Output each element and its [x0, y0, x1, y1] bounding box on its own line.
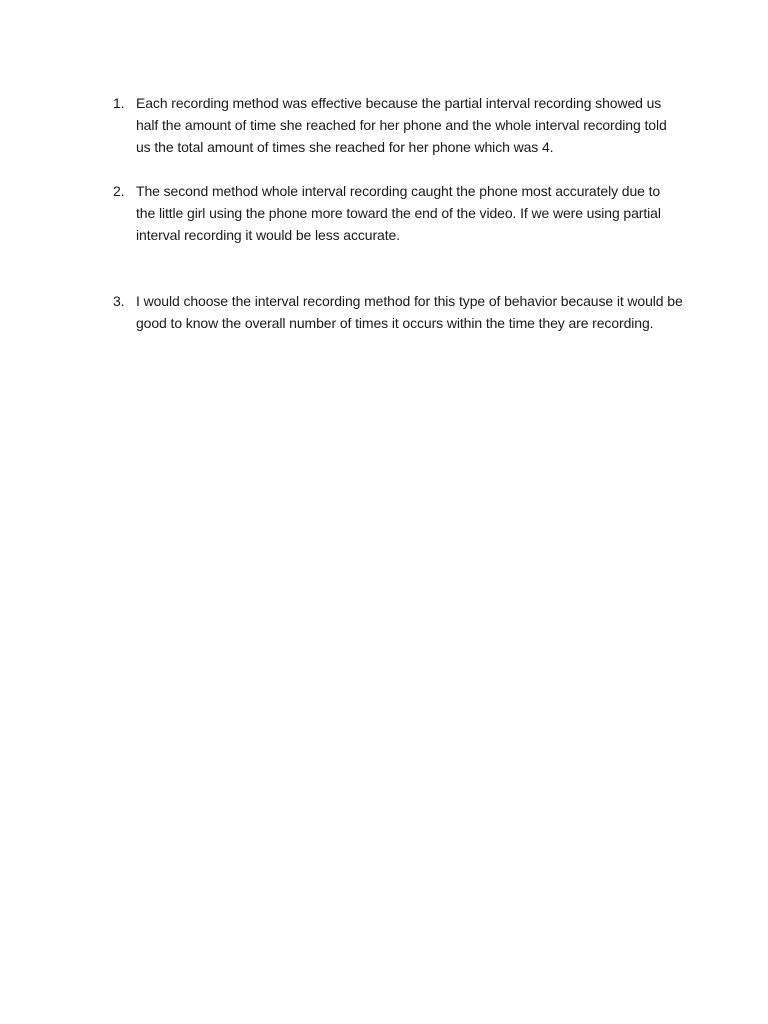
item-text: I would choose the interval recording method for this type of behavior because it would be good to know the overall number of times it occurs within the time they are recording.: [136, 293, 683, 331]
answer-list: [113, 92, 683, 334]
item-number: 1.: [113, 95, 125, 111]
item-number: 2.: [113, 183, 125, 199]
answer-item-3: [113, 290, 683, 334]
item-text: The second method whole interval recording caught the phone most accurately due to the little girl using the phone more toward the end of the video. If we were using partial interval recording it would be less accurate.: [136, 183, 661, 243]
answer-item-2: [113, 180, 683, 246]
item-text: Each recording method was effective because the partial interval recording showed us half the amount of time she reached for her phone and the whole interval recording told us the total amount of times she reached for her phone which was 4.: [136, 95, 667, 155]
answer-item-1: [113, 92, 683, 158]
item-number: 3.: [113, 293, 125, 309]
